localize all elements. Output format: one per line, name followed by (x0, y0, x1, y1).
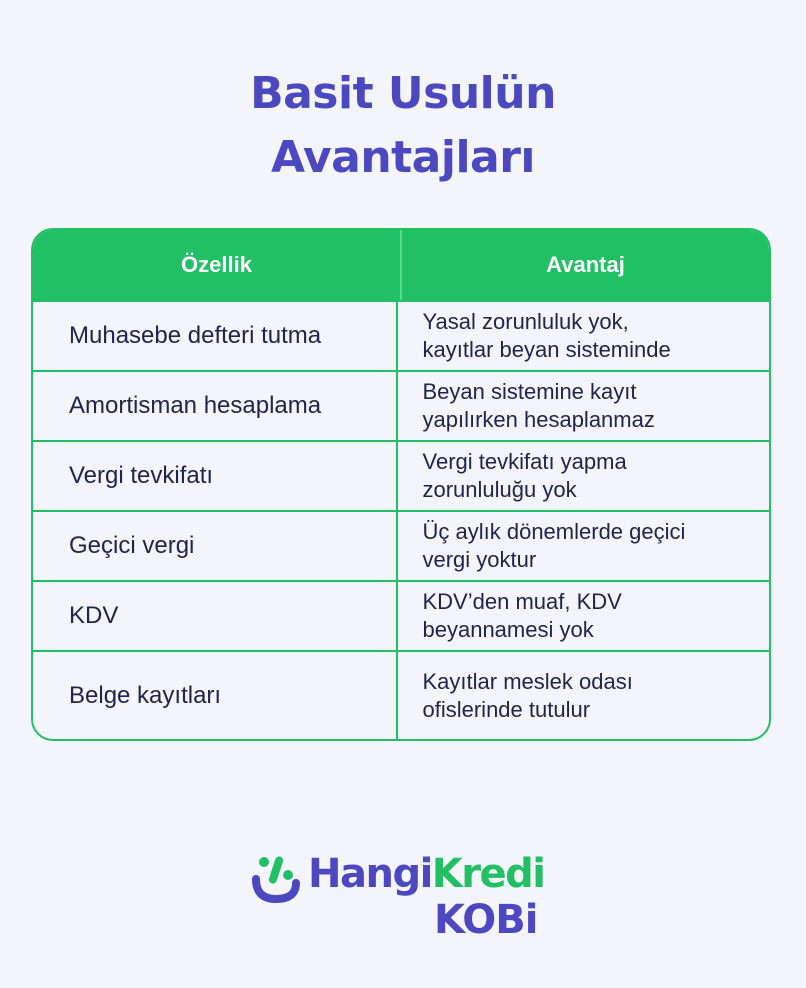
advantage-cell: Kayıtlar meslek odası ofislerinde tutulur (396, 652, 770, 739)
feature-cell: Amortisman hesaplama (69, 392, 322, 419)
table-row (33, 510, 769, 580)
page-title-line2: Avantajları (270, 132, 536, 183)
table-header (33, 230, 769, 300)
hangikredi-kobi-logo (250, 850, 570, 945)
advantage-cell: Vergi tevkifatı yapma zorunluluğu yok (396, 442, 770, 510)
page-title (0, 62, 806, 190)
feature-cell: Vergi tevkifatı (69, 462, 214, 489)
logo-kredi: Kredi (431, 851, 545, 897)
feature-cell: Muhasebe defteri tutma (69, 322, 322, 349)
header-advantage: Avantaj (400, 230, 769, 300)
advantage-cell: KDV’den muaf, KDV beyannamesi yok (396, 582, 770, 650)
feature-cell: Geçici vergi (69, 532, 195, 559)
advantage-cell: Üç aylık dönemlerde geçici vergi yoktur (396, 512, 770, 580)
advantages-table (31, 228, 771, 741)
table-row (33, 580, 769, 650)
table-row (33, 440, 769, 510)
feature-cell: Belge kayıtları (69, 681, 222, 709)
table-row (33, 370, 769, 440)
table-row (33, 300, 769, 370)
page-title-line1: Basit Usulün (250, 68, 556, 119)
logo-hangi: Hangi (308, 851, 432, 897)
advantage-cell: Beyan sistemine kayıt yapılırken hesaplanmaz (396, 372, 770, 440)
logo-kobi: KOBi (434, 897, 538, 943)
logo-wordmark (308, 850, 545, 898)
feature-cell: KDV (69, 602, 119, 629)
header-feature: Özellik (181, 252, 252, 277)
advantage-cell: Yasal zorunluluk yok, kayıtlar beyan sisteminde (396, 302, 770, 370)
table-row (33, 650, 769, 739)
smile-percent-icon (250, 853, 302, 905)
